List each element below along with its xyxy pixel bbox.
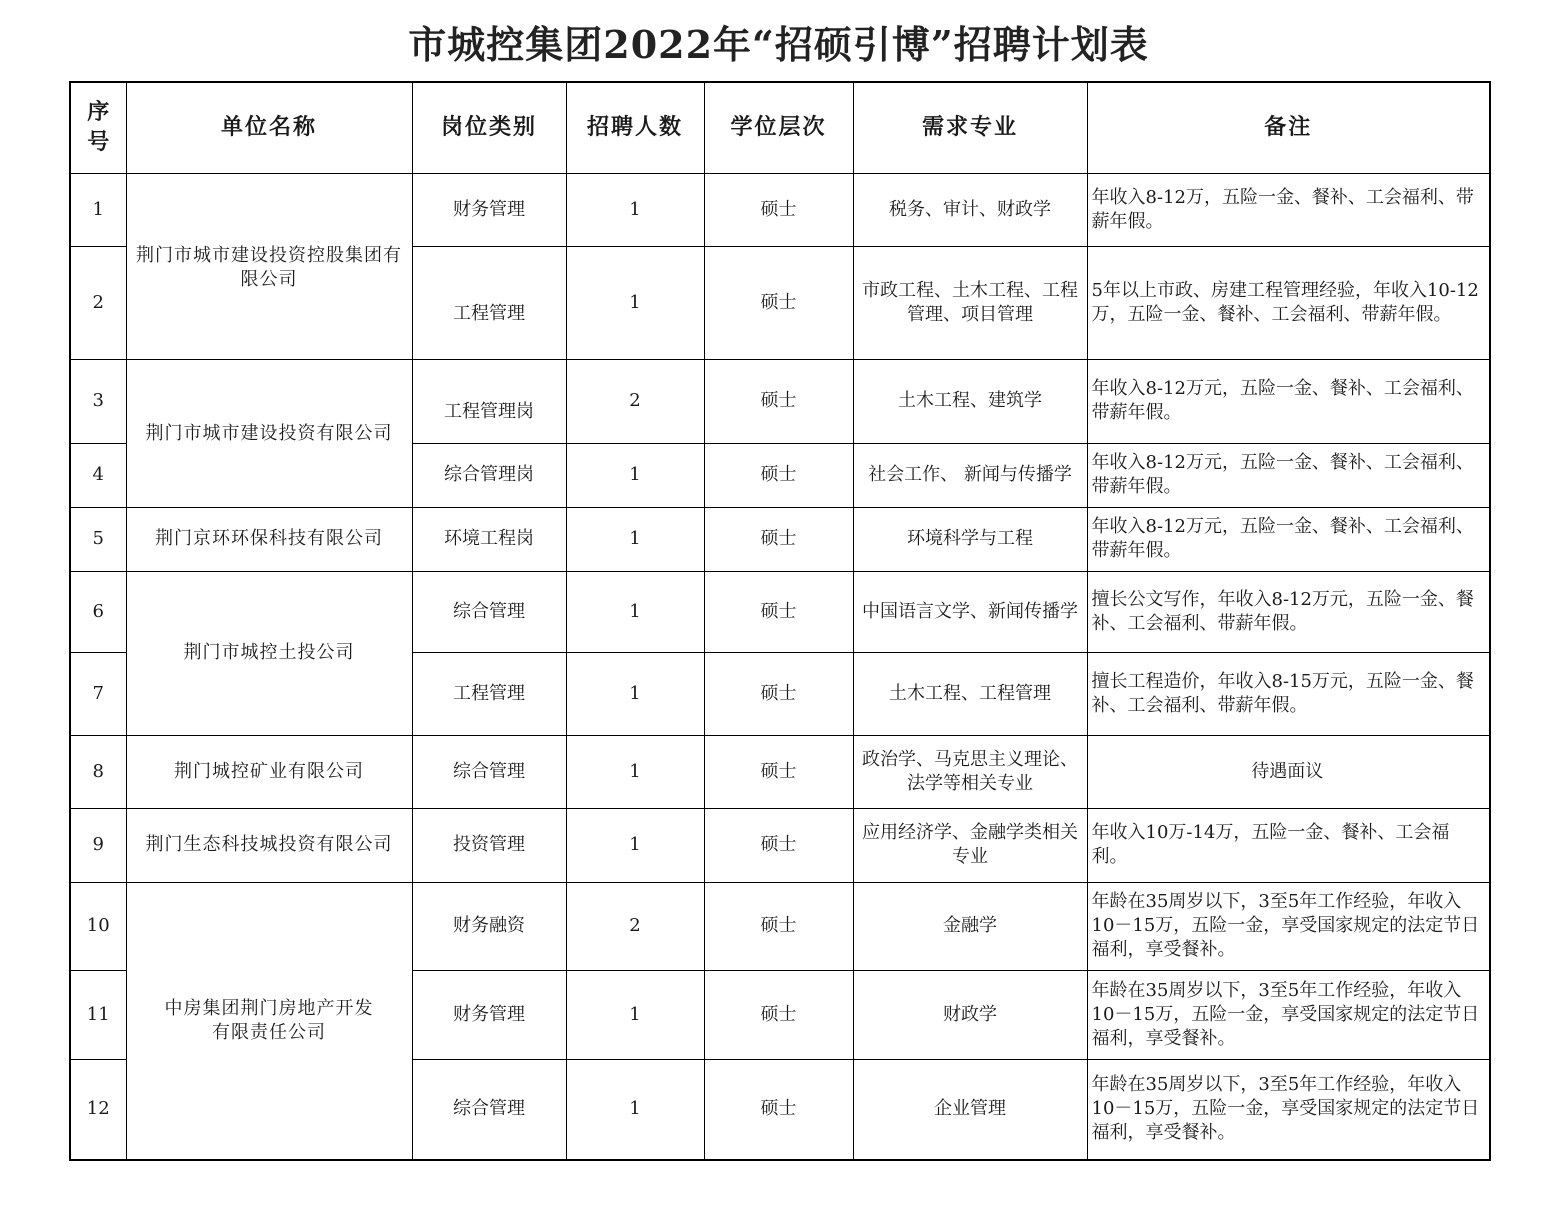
cell-note: 擅长公文写作，年收入8-12万元，五险一金、餐补、工会福利、带薪年假。: [1087, 571, 1490, 652]
table-row: [70, 359, 1490, 443]
cell-seq: 9: [70, 808, 126, 882]
table-row: [70, 882, 1490, 970]
cell-seq: 7: [70, 652, 126, 735]
cell-category: 综合管理: [412, 571, 566, 652]
cell-major: 政治学、马克思主义理论、法学等相关专业: [853, 735, 1087, 808]
cell-major: 税务、审计、财政学: [853, 173, 1087, 246]
cell-count: 1: [566, 735, 704, 808]
cell-seq: 11: [70, 970, 126, 1059]
cell-degree: 硕士: [704, 246, 853, 359]
header-category: 岗位类别: [412, 82, 566, 173]
cell-category: 工程管理: [412, 246, 566, 359]
header-unit: 单位名称: [126, 82, 412, 173]
cell-major: 市政工程、土木工程、工程管理、项目管理: [853, 246, 1087, 359]
cell-note: 年收入8-12万元，五险一金、餐补、工会福利、带薪年假。: [1087, 507, 1490, 571]
cell-note: 年收入10万-14万，五险一金、餐补、工会福利。: [1087, 808, 1490, 882]
cell-major: 土木工程、建筑学: [853, 359, 1087, 443]
cell-category: 综合管理: [412, 1059, 566, 1160]
cell-category: 工程管理岗: [412, 359, 566, 443]
cell-note: 待遇面议: [1087, 735, 1490, 808]
cell-seq: 1: [70, 173, 126, 246]
cell-count: 1: [566, 808, 704, 882]
cell-category: 投资管理: [412, 808, 566, 882]
cell-category: 环境工程岗: [412, 507, 566, 571]
cell-major: 社会工作、 新闻与传播学: [853, 443, 1087, 507]
cell-major: 中国语言文学、新闻传播学: [853, 571, 1087, 652]
cell-degree: 硕士: [704, 970, 853, 1059]
cell-degree: 硕士: [704, 735, 853, 808]
cell-degree: 硕士: [704, 443, 853, 507]
recruitment-table: [69, 81, 1491, 1161]
cell-note: 年收入8-12万元，五险一金、餐补、工会福利、带薪年假。: [1087, 443, 1490, 507]
cell-degree: 硕士: [704, 882, 853, 970]
cell-seq: 12: [70, 1059, 126, 1160]
cell-seq: 4: [70, 443, 126, 507]
cell-unit: 荆门市城市建设投资有限公司: [126, 359, 412, 507]
cell-category: 财务管理: [412, 970, 566, 1059]
cell-count: 1: [566, 173, 704, 246]
cell-note: 擅长工程造价，年收入8-15万元，五险一金、餐补、工会福利、带薪年假。: [1087, 652, 1490, 735]
cell-degree: 硕士: [704, 571, 853, 652]
cell-count: 2: [566, 882, 704, 970]
cell-note: 年收入8-12万，五险一金、餐补、工会福利、带薪年假。: [1087, 173, 1490, 246]
cell-category: 工程管理: [412, 652, 566, 735]
cell-count: 1: [566, 507, 704, 571]
cell-unit: 中房集团荆门房地产开发 有限责任公司: [126, 882, 412, 1160]
cell-major: 土木工程、工程管理: [853, 652, 1087, 735]
cell-degree: 硕士: [704, 173, 853, 246]
header-degree: 学位层次: [704, 82, 853, 173]
header-major: 需求专业: [853, 82, 1087, 173]
cell-seq: 6: [70, 571, 126, 652]
cell-seq: 2: [70, 246, 126, 359]
cell-major: 环境科学与工程: [853, 507, 1087, 571]
cell-category: 综合管理岗: [412, 443, 566, 507]
cell-seq: 10: [70, 882, 126, 970]
cell-major: 应用经济学、金融学类相关专业: [853, 808, 1087, 882]
cell-degree: 硕士: [704, 652, 853, 735]
table-row: [70, 735, 1490, 808]
cell-category: 综合管理: [412, 735, 566, 808]
cell-count: 1: [566, 652, 704, 735]
cell-seq: 5: [70, 507, 126, 571]
cell-unit: 荆门市城控土投公司: [126, 571, 412, 735]
cell-degree: 硕士: [704, 359, 853, 443]
cell-category: 财务管理: [412, 173, 566, 246]
cell-degree: 硕士: [704, 507, 853, 571]
cell-count: 1: [566, 443, 704, 507]
cell-degree: 硕士: [704, 1059, 853, 1160]
cell-count: 1: [566, 1059, 704, 1160]
cell-note: 年收入8-12万元，五险一金、餐补、工会福利、带薪年假。: [1087, 359, 1490, 443]
cell-unit: 荆门城控矿业有限公司: [126, 735, 412, 808]
cell-count: 2: [566, 359, 704, 443]
cell-count: 1: [566, 571, 704, 652]
cell-unit: 荆门生态科技城投资有限公司: [126, 808, 412, 882]
cell-seq: 8: [70, 735, 126, 808]
cell-degree: 硕士: [704, 808, 853, 882]
cell-category: 财务融资: [412, 882, 566, 970]
cell-major: 财政学: [853, 970, 1087, 1059]
table-row: [70, 571, 1490, 652]
cell-unit: 荆门市城市建设投资控股集团有限公司: [126, 173, 412, 359]
cell-seq: 3: [70, 359, 126, 443]
header-count: 招聘人数: [566, 82, 704, 173]
cell-major: 金融学: [853, 882, 1087, 970]
table-row: [70, 808, 1490, 882]
page-title: 市城控集团2022年“招硕引博”招聘计划表: [408, 22, 1149, 67]
cell-note: 5年以上市政、房建工程管理经验，年收入10-12万，五险一金、餐补、工会福利、带薪年假。: [1087, 246, 1490, 359]
header-note: 备注: [1087, 82, 1490, 173]
header-seq: 序 号: [70, 82, 126, 173]
cell-note: 年龄在35周岁以下，3至5年工作经验，年收入10－15万，五险一金，享受国家规定的法定节日福利，享受餐补。: [1087, 970, 1490, 1059]
cell-note: 年龄在35周岁以下，3至5年工作经验，年收入10－15万，五险一金，享受国家规定的法定节日福利，享受餐补。: [1087, 882, 1490, 970]
cell-note: 年龄在35周岁以下，3至5年工作经验，年收入10－15万，五险一金，享受国家规定的法定节日福利，享受餐补。: [1087, 1059, 1490, 1160]
cell-unit: 荆门京环环保科技有限公司: [126, 507, 412, 571]
header-row: [70, 82, 1490, 173]
cell-count: 1: [566, 970, 704, 1059]
table-row: [70, 173, 1490, 246]
table-row: [70, 507, 1490, 571]
cell-major: 企业管理: [853, 1059, 1087, 1160]
cell-count: 1: [566, 246, 704, 359]
